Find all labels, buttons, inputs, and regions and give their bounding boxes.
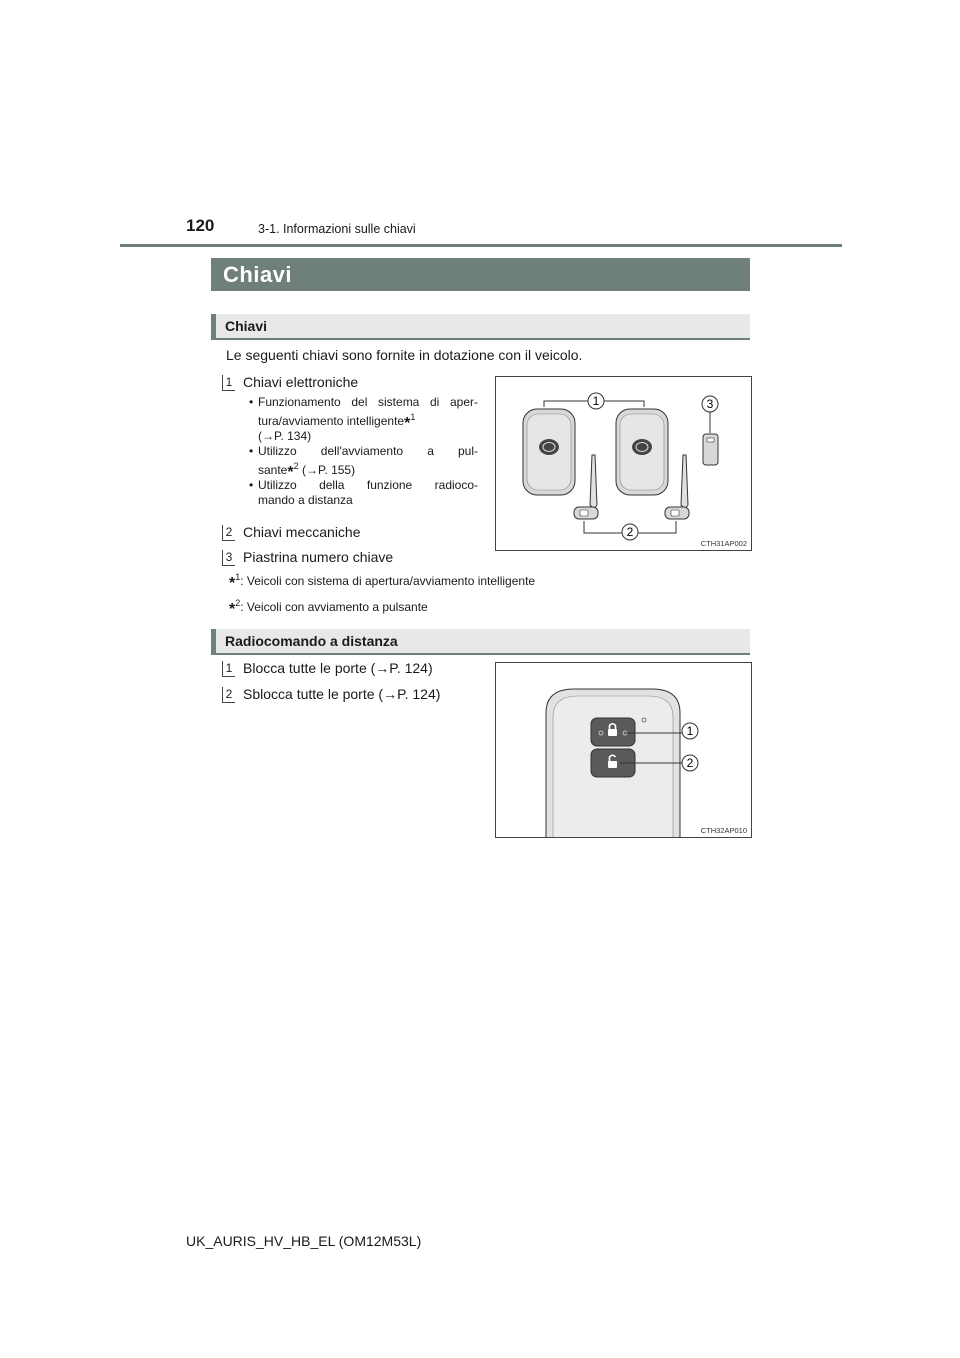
footnote-ref: 1 (410, 412, 416, 422)
callout-number: 3 (706, 397, 714, 411)
bullet-text-part: tura/avviamento intelligente (258, 414, 405, 428)
item-number-badge: 2 (222, 687, 235, 703)
bullet-text-part: (→P. 155) (298, 463, 356, 477)
heading-accent (211, 629, 216, 655)
callout-number: 2 (686, 756, 694, 770)
remote-heading: Radiocomando a distanza (225, 633, 398, 649)
bullet-text: Utilizzo della funzione radioco- (258, 478, 478, 492)
bullet-item (249, 395, 478, 444)
lock-button (591, 718, 635, 746)
footnote (229, 572, 535, 590)
bullet-item (249, 478, 478, 508)
callout-number: 1 (686, 724, 694, 738)
bullet-text (258, 410, 478, 432)
bullet-list (249, 395, 478, 508)
bullet-dot: • (249, 444, 254, 458)
item-label: Chiavi meccaniche (243, 524, 361, 540)
callout-number: 2 (626, 525, 634, 539)
bullet-text: (→P. 134) (258, 429, 312, 443)
heading-accent (211, 314, 216, 340)
bullet-text: mando a distanza (258, 493, 353, 507)
item-number-badge: 2 (222, 525, 235, 541)
page-title-bar (211, 258, 750, 291)
remote-heading-bar (211, 629, 750, 655)
bullet-text (258, 459, 478, 481)
bullet-text: Utilizzo dell'avviamento a pul- (258, 444, 478, 458)
keys-illustration (496, 377, 751, 550)
bullet-text: Funzionamento del sistema di aper- (258, 395, 478, 409)
bullet-dot: • (249, 395, 254, 409)
section-header: 3-1. Informazioni sulle chiavi (258, 222, 416, 236)
callout-number: 1 (592, 394, 600, 408)
item-label: Chiavi elettroniche (243, 374, 359, 390)
page-number: 120 (186, 216, 215, 235)
footnote (229, 598, 428, 616)
keys-heading-bar (211, 314, 750, 340)
footnote-text: : Veicoli con avviamento a pulsante (240, 600, 428, 614)
item-label: Piastrina numero chiave (243, 549, 394, 565)
footnote-ref: 2 (235, 598, 241, 608)
asterisk-mark: * (287, 464, 294, 481)
keys-intro: Le seguenti chiavi sono fornite in dotazione con il veicolo. (226, 347, 583, 363)
keys-heading: Chiavi (225, 318, 268, 334)
bullet-dot: • (249, 478, 254, 492)
bullet-item (249, 444, 478, 481)
remote-illustration (496, 663, 751, 837)
footnote-ref: 1 (235, 572, 241, 582)
mechanical-key-right (665, 455, 689, 519)
smart-key-right (616, 409, 668, 495)
bullet-text-part: sante (258, 463, 288, 477)
figure-code: CTH32AP010 (700, 826, 747, 835)
asterisk-mark: * (229, 601, 236, 618)
asterisk-mark: * (404, 415, 411, 432)
page-title: Chiavi (223, 262, 293, 287)
item-number-badge: 3 (222, 550, 235, 566)
header-divider (120, 244, 842, 247)
footnote-text: : Veicoli con sistema di apertura/avviamento intelligente (240, 574, 536, 588)
item-number-badge: 1 (222, 661, 235, 677)
footnote-ref: 2 (293, 461, 299, 471)
item-label: Blocca tutte le porte (→P. 124) (243, 660, 433, 676)
mechanical-key-left (574, 455, 598, 519)
smart-key-left (523, 409, 575, 495)
item-number-badge: 1 (222, 375, 235, 391)
remote-figure (495, 662, 752, 838)
figure-code: CTH31AP002 (700, 539, 747, 548)
keys-figure (495, 376, 752, 551)
footer-doc-code: UK_AURIS_HV_HB_EL (OM12M53L) (186, 1233, 422, 1249)
key-number-plate (703, 434, 718, 465)
item-label: Sblocca tutte le porte (→P. 124) (243, 686, 441, 702)
asterisk-mark: * (229, 575, 236, 592)
